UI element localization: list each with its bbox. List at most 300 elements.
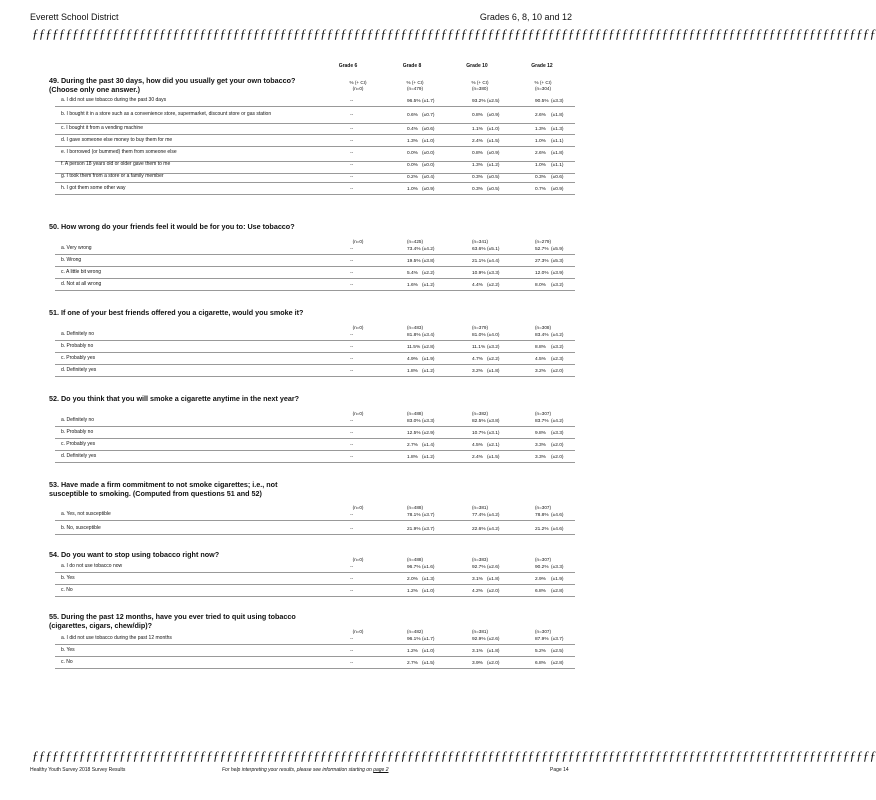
sample-size: (n=304) — [535, 86, 551, 91]
percent-value: 3.2% — [535, 369, 546, 374]
percent-value: -- — [350, 637, 354, 642]
row-divider — [55, 254, 575, 255]
percent-ci-label: % (+ CI) — [349, 80, 367, 85]
sample-size: (n=379) — [472, 325, 488, 330]
row-divider — [55, 426, 575, 427]
percent-value: -- — [350, 127, 354, 132]
answer-label: b. Yes — [61, 575, 75, 581]
answer-label: a. I did not use tobacco during the past 12 months — [61, 635, 172, 641]
sample-size: (n=382) — [472, 411, 488, 416]
confidence-interval: (±2.8) — [551, 661, 564, 666]
percent-value: 0.3% — [472, 187, 483, 192]
answer-label: c. No — [61, 659, 73, 665]
answer-label: e. I borrowed (or bummed) them from someone else — [61, 149, 177, 155]
answer-row — [55, 257, 575, 267]
percent-value: 10.9% — [472, 271, 486, 276]
percent-value: 83.4% — [535, 333, 549, 338]
answer-label: h. I got them some other way — [61, 185, 126, 191]
confidence-interval: (±5.1) — [487, 247, 500, 252]
confidence-interval: (±1.6) — [422, 565, 435, 570]
row-divider — [55, 462, 575, 463]
percent-value: 19.5% — [407, 259, 421, 264]
confidence-interval: (±2.0) — [551, 443, 564, 448]
sample-size: (n=488) — [407, 411, 423, 416]
sample-size: (n=488) — [407, 557, 423, 562]
row-divider — [55, 290, 575, 291]
sample-size: (n=381) — [472, 505, 488, 510]
footer-page-link[interactable]: page 2 — [373, 767, 389, 773]
confidence-interval: (±0.9) — [422, 187, 435, 192]
sample-size: (n=0) — [352, 86, 364, 91]
header-district: Everett School District — [30, 12, 119, 22]
percent-value: 12.0% — [535, 271, 549, 276]
footer-survey-title: Healthy Youth Survey 2018 Survey Results — [30, 767, 126, 773]
percent-value: -- — [350, 513, 354, 518]
confidence-interval: (±1.0) — [487, 127, 500, 132]
confidence-interval: (±2.9) — [422, 431, 435, 436]
column-header-grade-12: Grade 12 — [531, 63, 553, 69]
confidence-interval: (±3.4) — [422, 333, 435, 338]
row-divider — [55, 340, 575, 341]
answer-row — [55, 587, 575, 597]
confidence-interval: (±5.3) — [551, 259, 564, 264]
percent-value: 2.6% — [535, 113, 546, 118]
confidence-interval: (±3.9) — [551, 271, 564, 276]
answer-label: a. I do not use tobacco now — [61, 563, 123, 569]
percent-ci-label: % (+ CI) — [471, 80, 489, 85]
answer-label: c. Probably yes — [61, 355, 96, 361]
row-divider — [55, 364, 575, 365]
percent-value: -- — [350, 271, 354, 276]
percent-value: 96.5% — [407, 99, 421, 104]
row-divider — [55, 134, 575, 135]
confidence-interval: (±2.0) — [487, 661, 500, 666]
confidence-interval: (±0.6) — [422, 127, 435, 132]
confidence-interval: (±0.0) — [422, 163, 435, 168]
percent-value: 21.2% — [535, 527, 549, 532]
percent-value: 77.4% — [472, 513, 486, 518]
confidence-interval: (±2.8) — [422, 345, 435, 350]
percent-value: 6.8% — [535, 661, 546, 666]
confidence-interval: (±1.8) — [487, 369, 500, 374]
percent-value: 0.2% — [407, 175, 418, 180]
percent-value: 81.8% — [407, 333, 421, 338]
confidence-interval: (±2.3) — [551, 357, 564, 362]
percent-value: 81.0% — [472, 333, 486, 338]
percent-value: 1.3% — [535, 127, 546, 132]
percent-value: 96.1% — [407, 637, 421, 642]
answer-row — [55, 281, 575, 291]
percent-value: -- — [350, 247, 354, 252]
percent-value: 3.3% — [535, 443, 546, 448]
confidence-interval: (±4.6) — [551, 513, 564, 518]
confidence-interval: (±2.5) — [551, 649, 564, 654]
confidence-interval: (±0.6) — [551, 175, 564, 180]
percent-value: 1.8% — [407, 455, 418, 460]
percent-value: 2.9% — [535, 577, 546, 582]
confidence-interval: (±4.6) — [551, 527, 564, 532]
column-header-grade-6: Grade 6 — [338, 63, 358, 69]
confidence-interval: (±5.9) — [551, 247, 564, 252]
percent-value: 8.8% — [535, 345, 546, 350]
percent-value: 78.8% — [535, 513, 549, 518]
answer-row — [55, 511, 575, 521]
confidence-interval: (±1.9) — [422, 357, 435, 362]
confidence-interval: (±1.0) — [422, 649, 435, 654]
percent-value: 4.5% — [535, 357, 546, 362]
answer-row — [55, 441, 575, 451]
row-divider — [55, 352, 575, 353]
percent-value: 2.6% — [535, 151, 546, 156]
confidence-interval: (±1.2) — [422, 455, 435, 460]
percent-value: -- — [350, 113, 354, 118]
percent-value: 96.7% — [407, 565, 421, 570]
percent-value: -- — [350, 577, 354, 582]
confidence-interval: (±1.5) — [487, 139, 500, 144]
percent-value: 83.7% — [535, 419, 549, 424]
percent-value: 27.3% — [535, 259, 549, 264]
confidence-interval: (±2.1) — [487, 443, 500, 448]
confidence-interval: (±3.2) — [551, 283, 564, 288]
answer-label: c. A little bit wrong — [61, 269, 102, 275]
percent-value: -- — [350, 527, 354, 532]
percent-value: 52.7% — [535, 247, 549, 252]
percent-value: 1.2% — [407, 589, 418, 594]
percent-value: 11.1% — [472, 345, 486, 350]
row-divider — [55, 584, 575, 585]
sample-size: (n=341) — [472, 239, 488, 244]
percent-value: 1.0% — [535, 163, 546, 168]
row-divider — [55, 534, 575, 535]
percent-value: 0.8% — [472, 113, 483, 118]
confidence-interval: (±1.2) — [422, 369, 435, 374]
percent-value: 78.1% — [407, 513, 421, 518]
percent-value: 4.2% — [472, 589, 483, 594]
percent-value: 10.7% — [472, 431, 486, 436]
question-title: 53. Have made a firm commitment to not smoke cigarettes; i.e., not susceptible to smoking. (Computed from questions 51 and 52) — [49, 480, 278, 498]
percent-value: -- — [350, 589, 354, 594]
confidence-interval: (±2.2) — [422, 271, 435, 276]
question-title: 55. During the past 12 months, have you ever tried to quit using tobacco (cigarettes, cigars, chew/dip)? — [49, 612, 296, 630]
confidence-interval: (±3.3) — [422, 419, 435, 424]
sample-size: (n=381) — [472, 629, 488, 634]
sample-size: (n=279) — [535, 239, 551, 244]
row-divider — [55, 182, 575, 183]
sample-size: (n=307) — [535, 505, 551, 510]
percent-value: -- — [350, 455, 354, 460]
sample-size: (n=0) — [352, 411, 364, 416]
percent-value: 90.5% — [535, 99, 549, 104]
answer-label: b. Wrong — [61, 257, 82, 263]
confidence-interval: (±1.1) — [551, 139, 564, 144]
percent-value: 1.3% — [407, 139, 418, 144]
row-divider — [55, 194, 575, 195]
percent-value: 0.6% — [407, 113, 418, 118]
percent-value: -- — [350, 443, 354, 448]
confidence-interval: (±3.2) — [551, 345, 564, 350]
bottom-decoration: ƒƒƒƒƒƒƒƒƒƒƒƒƒƒƒƒƒƒƒƒƒƒƒƒƒƒƒƒƒƒƒƒƒƒƒƒƒƒƒƒƒƒƒƒƒƒƒƒƒƒƒƒƒƒƒƒƒƒƒƒƒƒƒƒƒƒƒƒƒƒƒƒƒƒƒƒƒƒƒƒƒƒƒƒƒƒƒƒƒƒƒƒƒƒƒƒƒƒƒƒƒƒƒƒƒƒƒƒƒƒƒƒƒƒƒƒƒƒƒƒƒƒƒƒƒƒ — [32, 748, 876, 763]
percent-value: 1.1% — [472, 127, 483, 132]
answer-label: c. No — [61, 587, 73, 593]
percent-value: 2.7% — [407, 661, 418, 666]
answer-label: b. Yes — [61, 647, 75, 653]
row-divider — [55, 123, 575, 124]
sample-size: (n=0) — [352, 629, 364, 634]
confidence-interval: (±3.7) — [422, 527, 435, 532]
confidence-interval: (±1.9) — [551, 577, 564, 582]
sample-size: (n=479) — [407, 86, 423, 91]
percent-value: 92.7% — [472, 565, 486, 570]
confidence-interval: (±3.3) — [487, 271, 500, 276]
percent-value: 0.8% — [472, 151, 483, 156]
confidence-interval: (±0.5) — [487, 175, 500, 180]
confidence-interval: (±1.7) — [422, 637, 435, 642]
answer-row — [55, 137, 575, 147]
sample-size: (n=383) — [472, 557, 488, 562]
percent-value: 2.4% — [472, 139, 483, 144]
percent-value: 0.3% — [472, 175, 483, 180]
percent-value: 0.0% — [407, 151, 418, 156]
sample-size: (n=488) — [407, 505, 423, 510]
confidence-interval: (±2.2) — [487, 357, 500, 362]
answer-label: a. Definitely no — [61, 331, 95, 337]
row-divider — [55, 572, 575, 573]
percent-value: -- — [350, 357, 354, 362]
answer-label: a. Very wrong — [61, 245, 92, 251]
answer-row — [55, 111, 575, 124]
confidence-interval: (±0.7) — [422, 113, 435, 118]
answer-row — [55, 269, 575, 279]
percent-value: 4.4% — [472, 283, 483, 288]
percent-value: 90.2% — [535, 565, 549, 570]
percent-value: 1.6% — [407, 283, 418, 288]
column-header-grade-10: Grade 10 — [466, 63, 488, 69]
percent-value: 22.6% — [472, 527, 486, 532]
confidence-interval: (±1.7) — [422, 99, 435, 104]
confidence-interval: (±1.5) — [422, 661, 435, 666]
sample-size: (n=0) — [352, 239, 364, 244]
percent-value: 4.7% — [472, 357, 483, 362]
row-divider — [55, 450, 575, 451]
confidence-interval: (±1.8) — [551, 151, 564, 156]
percent-value: 4.9% — [407, 357, 418, 362]
percent-value: 73.4% — [407, 247, 421, 252]
row-divider — [55, 668, 575, 669]
confidence-interval: (±3.2) — [487, 345, 500, 350]
percent-value: -- — [350, 99, 354, 104]
confidence-interval: (±1.3) — [551, 127, 564, 132]
answer-row — [55, 355, 575, 365]
answer-label: b. No, susceptible — [61, 525, 101, 531]
header-grades: Grades 6, 8, 10 and 12 — [479, 12, 572, 22]
question-title: 50. How wrong do your friends feel it would be for you to: Use tobacco? — [49, 222, 295, 231]
confidence-interval: (±2.0) — [551, 455, 564, 460]
confidence-interval: (±3.3) — [551, 431, 564, 436]
percent-value: 3.1% — [472, 577, 483, 582]
answer-row — [55, 635, 575, 645]
answer-label: c. I bought it from a vending machine — [61, 125, 143, 131]
answer-label: d. Definitely yes — [61, 453, 97, 459]
answer-row — [55, 185, 575, 195]
percent-value: -- — [350, 139, 354, 144]
percent-value: -- — [350, 345, 354, 350]
percent-value: 3.1% — [472, 649, 483, 654]
percent-value: 1.2% — [407, 649, 418, 654]
confidence-interval: (±3.7) — [551, 637, 564, 642]
row-divider — [55, 106, 575, 107]
confidence-interval: (±2.0) — [487, 589, 500, 594]
confidence-interval: (±3.7) — [422, 513, 435, 518]
confidence-interval: (±3.8) — [487, 419, 500, 424]
percent-value: 1.0% — [535, 139, 546, 144]
percent-value: -- — [350, 333, 354, 338]
percent-value: 93.2% — [472, 99, 486, 104]
answer-label: d. I gave someone else money to buy them for me — [61, 137, 173, 143]
answer-label: b. Probably no — [61, 343, 94, 349]
confidence-interval: (±2.5) — [487, 99, 500, 104]
confidence-interval: (±4.2) — [551, 419, 564, 424]
row-divider — [55, 376, 575, 377]
answer-label: d. Definitely yes — [61, 367, 97, 373]
percent-value: -- — [350, 259, 354, 264]
percent-value: -- — [350, 431, 354, 436]
percent-ci-label: % (+ CI) — [534, 80, 552, 85]
confidence-interval: (±1.8) — [551, 113, 564, 118]
confidence-interval: (±3.3) — [551, 99, 564, 104]
percent-value: 11.5% — [407, 345, 421, 350]
row-divider — [55, 644, 575, 645]
footer-help-text: For help interpreting your results, please see information starting on page 2 — [222, 767, 389, 773]
confidence-interval: (±0.0) — [422, 151, 435, 156]
confidence-interval: (±2.6) — [487, 565, 500, 570]
answer-label: b. I bought it in a store such as a convenience store, supermarket, discount store or gas station — [61, 111, 272, 117]
percent-value: 83.0% — [407, 419, 421, 424]
confidence-interval: (±1.8) — [487, 649, 500, 654]
percent-value: 12.5% — [407, 431, 421, 436]
answer-label: a. Yes, not susceptible — [61, 511, 111, 517]
sample-size: (n=0) — [352, 557, 364, 562]
row-divider — [55, 266, 575, 267]
confidence-interval: (±1.1) — [551, 163, 564, 168]
answer-label: c. Probably yes — [61, 441, 96, 447]
row-divider — [55, 146, 575, 147]
confidence-interval: (±1.0) — [422, 139, 435, 144]
answer-row — [55, 125, 575, 135]
percent-value: -- — [350, 283, 354, 288]
percent-value: 0.3% — [535, 175, 546, 180]
question-title: 52. Do you think that you will smoke a cigarette anytime in the next year? — [49, 394, 300, 403]
answer-row — [55, 343, 575, 353]
answer-row — [55, 563, 575, 573]
sample-size: (n=307) — [535, 557, 551, 562]
row-divider — [55, 438, 575, 439]
confidence-interval: (±1.2) — [422, 283, 435, 288]
percent-value: 92.9% — [472, 637, 486, 642]
percent-value: -- — [350, 175, 354, 180]
percent-value: -- — [350, 163, 354, 168]
answer-row — [55, 429, 575, 439]
percent-ci-label: % (+ CI) — [406, 80, 424, 85]
confidence-interval: (±2.2) — [487, 283, 500, 288]
confidence-interval: (±4.2) — [551, 333, 564, 338]
confidence-interval: (±4.4) — [487, 259, 500, 264]
answer-label: b. Probably no — [61, 429, 94, 435]
sample-size: (n=482) — [407, 629, 423, 634]
answer-row — [55, 331, 575, 341]
sample-size: (n=307) — [535, 629, 551, 634]
percent-value: 0.7% — [535, 187, 546, 192]
percent-value: -- — [350, 661, 354, 666]
confidence-interval: (±3.8) — [422, 259, 435, 264]
answer-row — [55, 659, 575, 669]
percent-value: 5.4% — [407, 271, 418, 276]
sample-size: (n=0) — [352, 325, 364, 330]
answer-row — [55, 97, 575, 107]
answer-label: a. I did not use tobacco during the past 30 days — [61, 97, 167, 103]
confidence-interval: (±2.0) — [551, 369, 564, 374]
confidence-interval: (±2.8) — [551, 589, 564, 594]
row-divider — [55, 656, 575, 657]
percent-value: 5.2% — [535, 649, 546, 654]
percent-value: -- — [350, 565, 354, 570]
confidence-interval: (±0.9) — [487, 113, 500, 118]
question-title: 54. Do you want to stop using tobacco right now? — [49, 550, 220, 559]
percent-value: 1.0% — [407, 187, 418, 192]
confidence-interval: (±1.3) — [422, 577, 435, 582]
percent-value: 4.5% — [472, 443, 483, 448]
sample-size: (n=308) — [535, 325, 551, 330]
percent-value: -- — [350, 151, 354, 156]
top-decoration: ƒƒƒƒƒƒƒƒƒƒƒƒƒƒƒƒƒƒƒƒƒƒƒƒƒƒƒƒƒƒƒƒƒƒƒƒƒƒƒƒƒƒƒƒƒƒƒƒƒƒƒƒƒƒƒƒƒƒƒƒƒƒƒƒƒƒƒƒƒƒƒƒƒƒƒƒƒƒƒƒƒƒƒƒƒƒƒƒƒƒƒƒƒƒƒƒƒƒƒƒƒƒƒƒƒƒƒƒƒƒƒƒƒƒƒƒƒƒƒƒƒƒƒƒƒƒ — [32, 26, 876, 41]
confidence-interval: (±0.9) — [487, 151, 500, 156]
percent-value: 3.9% — [472, 661, 483, 666]
confidence-interval: (±0.9) — [551, 187, 564, 192]
question-title: 51. If one of your best friends offered you a cigarette, would you smoke it? — [49, 308, 304, 317]
percent-value: 0.0% — [407, 163, 418, 168]
percent-value: -- — [350, 649, 354, 654]
row-divider — [55, 278, 575, 279]
percent-value: 1.3% — [472, 163, 483, 168]
percent-value: -- — [350, 187, 354, 192]
confidence-interval: (±1.0) — [422, 589, 435, 594]
percent-value: 87.9% — [535, 637, 549, 642]
confidence-interval: (±4.0) — [487, 333, 500, 338]
percent-value: 2.0% — [407, 577, 418, 582]
confidence-interval: (±0.5) — [487, 187, 500, 192]
confidence-interval: (±1.4) — [422, 443, 435, 448]
percent-value: 21.1% — [472, 259, 486, 264]
percent-value: -- — [350, 369, 354, 374]
percent-value: 3.2% — [472, 369, 483, 374]
confidence-interval: (±1.5) — [487, 455, 500, 460]
sample-size: (n=425) — [407, 239, 423, 244]
column-header-grade-8: Grade 8 — [402, 63, 422, 69]
confidence-interval: (±4.2) — [487, 527, 500, 532]
answer-row — [55, 575, 575, 585]
answer-label: f. A person 18 years old or older gave them to me — [61, 161, 171, 167]
sample-size: (n=0) — [352, 505, 364, 510]
percent-value: 2.7% — [407, 443, 418, 448]
row-divider — [55, 596, 575, 597]
sample-size: (n=483) — [407, 325, 423, 330]
percent-value: 2.4% — [472, 455, 483, 460]
question-title: 49. During the past 30 days, how did you usually get your own tobacco? (Choose only one answer.) — [49, 76, 296, 94]
sample-size: (n=380) — [472, 86, 488, 91]
answer-label: d. Not at all wrong — [61, 281, 102, 287]
confidence-interval: (±1.8) — [487, 577, 500, 582]
percent-value: 8.0% — [535, 283, 546, 288]
confidence-interval: (±4.2) — [487, 513, 500, 518]
